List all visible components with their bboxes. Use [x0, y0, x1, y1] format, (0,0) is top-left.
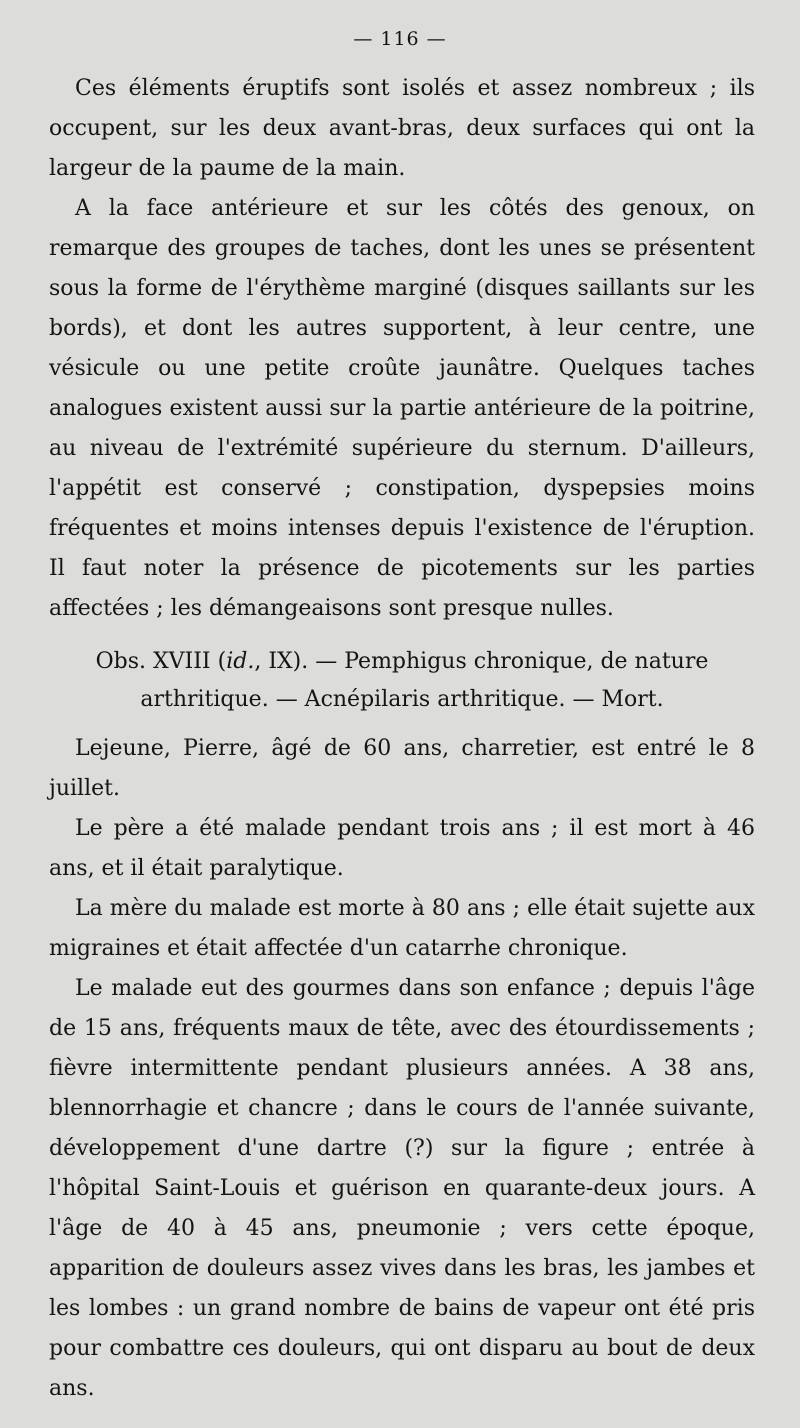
paragraph-patient-intro: Lejeune, Pierre, âgé de 60 ans, charretier, est entré le 8 juillet. — [49, 736, 755, 801]
page-number: — 116 — — [353, 28, 447, 50]
observation-heading-line-2: arthritique. — Acnépilaris arthritique. — Mort. — [140, 687, 664, 712]
paragraph-mother: La mère du malade est morte à 80 ans ; elle était sujette aux migraines et était affectée d'un catarrhe chronique. — [49, 896, 755, 961]
observation-ref: id. — [226, 649, 255, 674]
body-text — [49, 69, 755, 1409]
paragraph-eruptive-elements: Ces éléments éruptifs sont isolés et assez nombreux ; ils occupent, sur les deux avant-bras, deux surfaces qui ont la largeur de la paume de la main. — [49, 76, 755, 181]
observation-heading-line-1 — [49, 643, 755, 681]
paragraph-history: Le malade eut des gourmes dans son enfance ; depuis l'âge de 15 ans, fréquents maux de tête, avec des étourdissements ; fièvre intermittente pendant plusieurs années. A 38 ans, blennorrhagie et chancre ; dans le cours de l'année suivante, développement d'une dartre (?) sur la figure ; entrée à l'hôpital Saint-Louis et guérison en quarante-deux jours. A l'âge de 40 à 45 ans, pneumonie ; vers cette époque, apparition de douleurs assez vives dans les bras, les jambes et les lombes : un grand nombre de bains de vapeur ont été pris pour combattre ces douleurs, qui ont disparu au bout de deux ans. — [49, 976, 755, 1401]
observation-prefix: Obs. XVIII ( — [95, 649, 227, 674]
paragraph-father: Le père a été malade pendant trois ans ; il est mort à 46 ans, et il était paralytique. — [49, 816, 755, 881]
observation-heading — [49, 643, 755, 719]
observation-suffix: , IX). — Pemphigus chronique, de nature — [254, 649, 709, 674]
paragraph-knees-description: A la face antérieure et sur les côtés des genoux, on remarque des groupes de taches, dont les unes se présentent sous la forme de l'érythème marginé (disques saillants sur les bords), et dont les autres supportent, à leur centre, une vésicule ou une petite croûte jaunâtre. Quelques taches analogues existent aussi sur la partie antérieure de la poitrine, au niveau de l'extrémité supérieure du sternum. D'ailleurs, l'appétit est conservé ; constipation, dyspepsies moins fréquentes et moins intenses depuis l'existence de l'éruption. Il faut noter la présence de picotements sur les parties affectées ; les démangeaisons sont presque nulles. — [49, 196, 755, 621]
